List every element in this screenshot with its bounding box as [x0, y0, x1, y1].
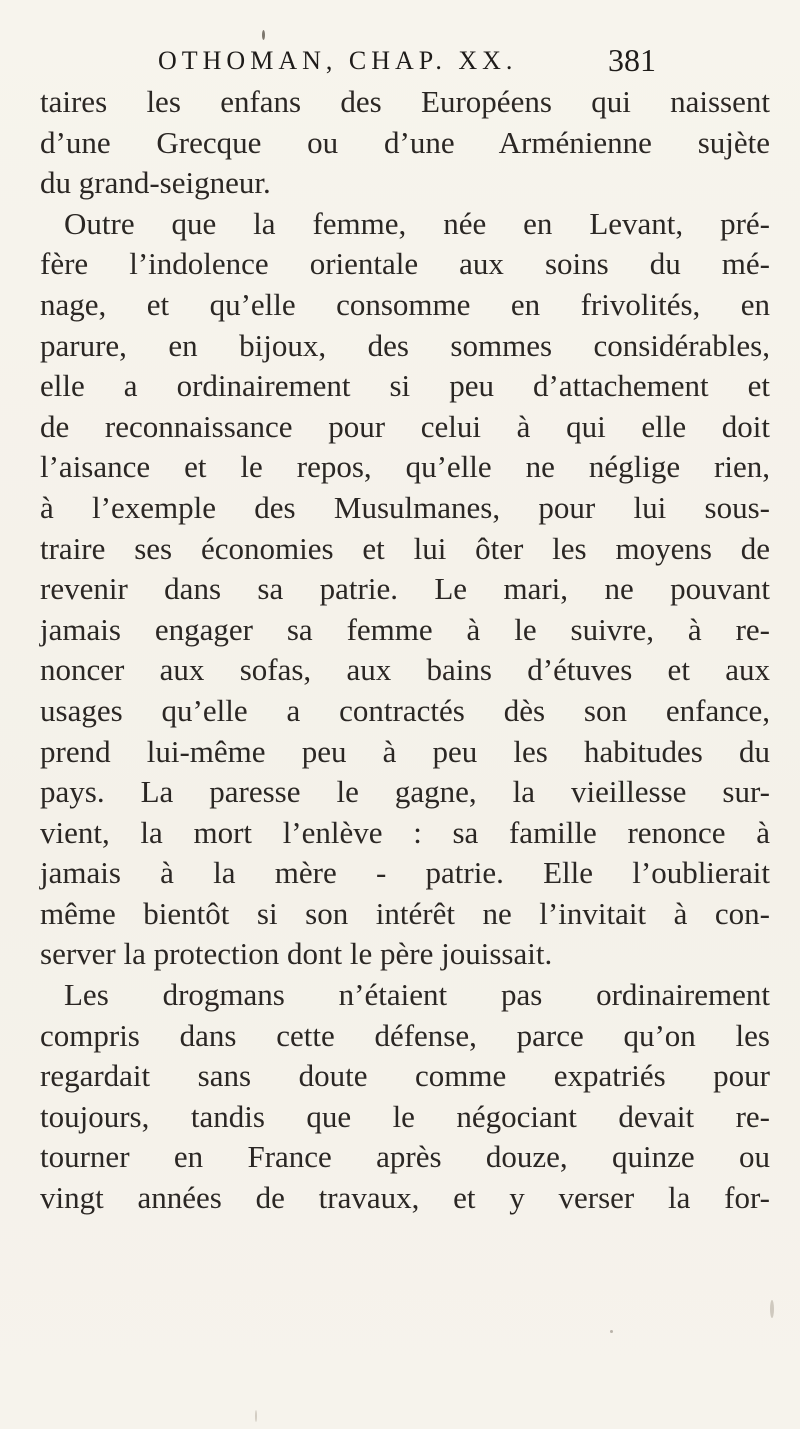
- text-line: de reconnaissance pour celui à qui elle doit: [40, 408, 770, 444]
- text-line: compris dans cette défense, parce qu’on les: [40, 1017, 770, 1053]
- text-line: jamais engager sa femme à le suivre, à re-: [40, 611, 770, 647]
- text-line: l’aisance et le repos, qu’elle ne néglige rien,: [40, 449, 770, 485]
- text-line: revenir dans sa patrie. Le mari, ne pouvant: [40, 571, 770, 607]
- text-line: usages qu’elle a contractés dès son enfance,: [40, 692, 770, 728]
- paper-speck: [262, 30, 265, 40]
- text-line: du grand-seigneur.: [40, 165, 271, 201]
- text-line: server la protection dont le père jouissait.: [40, 936, 553, 972]
- text-line: taires les enfans des Européens qui naissent: [40, 84, 770, 119]
- running-title: OTHOMAN, CHAP. XX.: [158, 46, 518, 75]
- paragraph-start-line: Les drogmans n’étaient pas ordinairement: [64, 977, 770, 1013]
- paper-speck: [770, 1300, 774, 1318]
- page-number: 381: [608, 42, 656, 78]
- text-line: prend lui-même peu à peu les habitudes du: [40, 733, 770, 769]
- text-line: toujours, tandis que le négociant devait re-: [40, 1098, 770, 1134]
- text-line: parure, en bijoux, des sommes considérables,: [40, 327, 770, 363]
- text-line: elle a ordinairement si peu d’attachement et: [40, 368, 770, 404]
- text-line: vient, la mort l’enlève : sa famille renonce à: [40, 814, 770, 850]
- text-line: noncer aux sofas, aux bains d’étuves et aux: [40, 652, 770, 688]
- text-line: traire ses économies et lui ôter les moyens de: [40, 530, 770, 566]
- paper-speck: [610, 1330, 613, 1333]
- text-line: tourner en France après douze, quinze ou: [40, 1139, 770, 1175]
- text-line: regardait sans doute comme expatriés pour: [40, 1058, 770, 1094]
- body-text: [40, 82, 770, 1219]
- text-line: à l’exemple des Musulmanes, pour lui sous-: [40, 489, 770, 525]
- text-line: jamais à la mère - patrie. Elle l’oublierait: [40, 855, 770, 891]
- paragraph-start-line: Outre que la femme, née en Levant, pré-: [64, 205, 770, 241]
- text-line: d’une Grecque ou d’une Arménienne sujète: [40, 124, 770, 160]
- text-line: pays. La paresse le gagne, la vieillesse sur-: [40, 774, 770, 810]
- text-line: fère l’indolence orientale aux soins du mé-: [40, 246, 770, 282]
- page-header: [158, 42, 678, 86]
- text-line: nage, et qu’elle consomme en frivolités, en: [40, 286, 770, 322]
- text-line: même bientôt si son intérêt ne l’invitait à con-: [40, 895, 770, 931]
- text-line: vingt années de travaux, et y verser la for-: [40, 1180, 770, 1216]
- paper-speck: [255, 1410, 257, 1422]
